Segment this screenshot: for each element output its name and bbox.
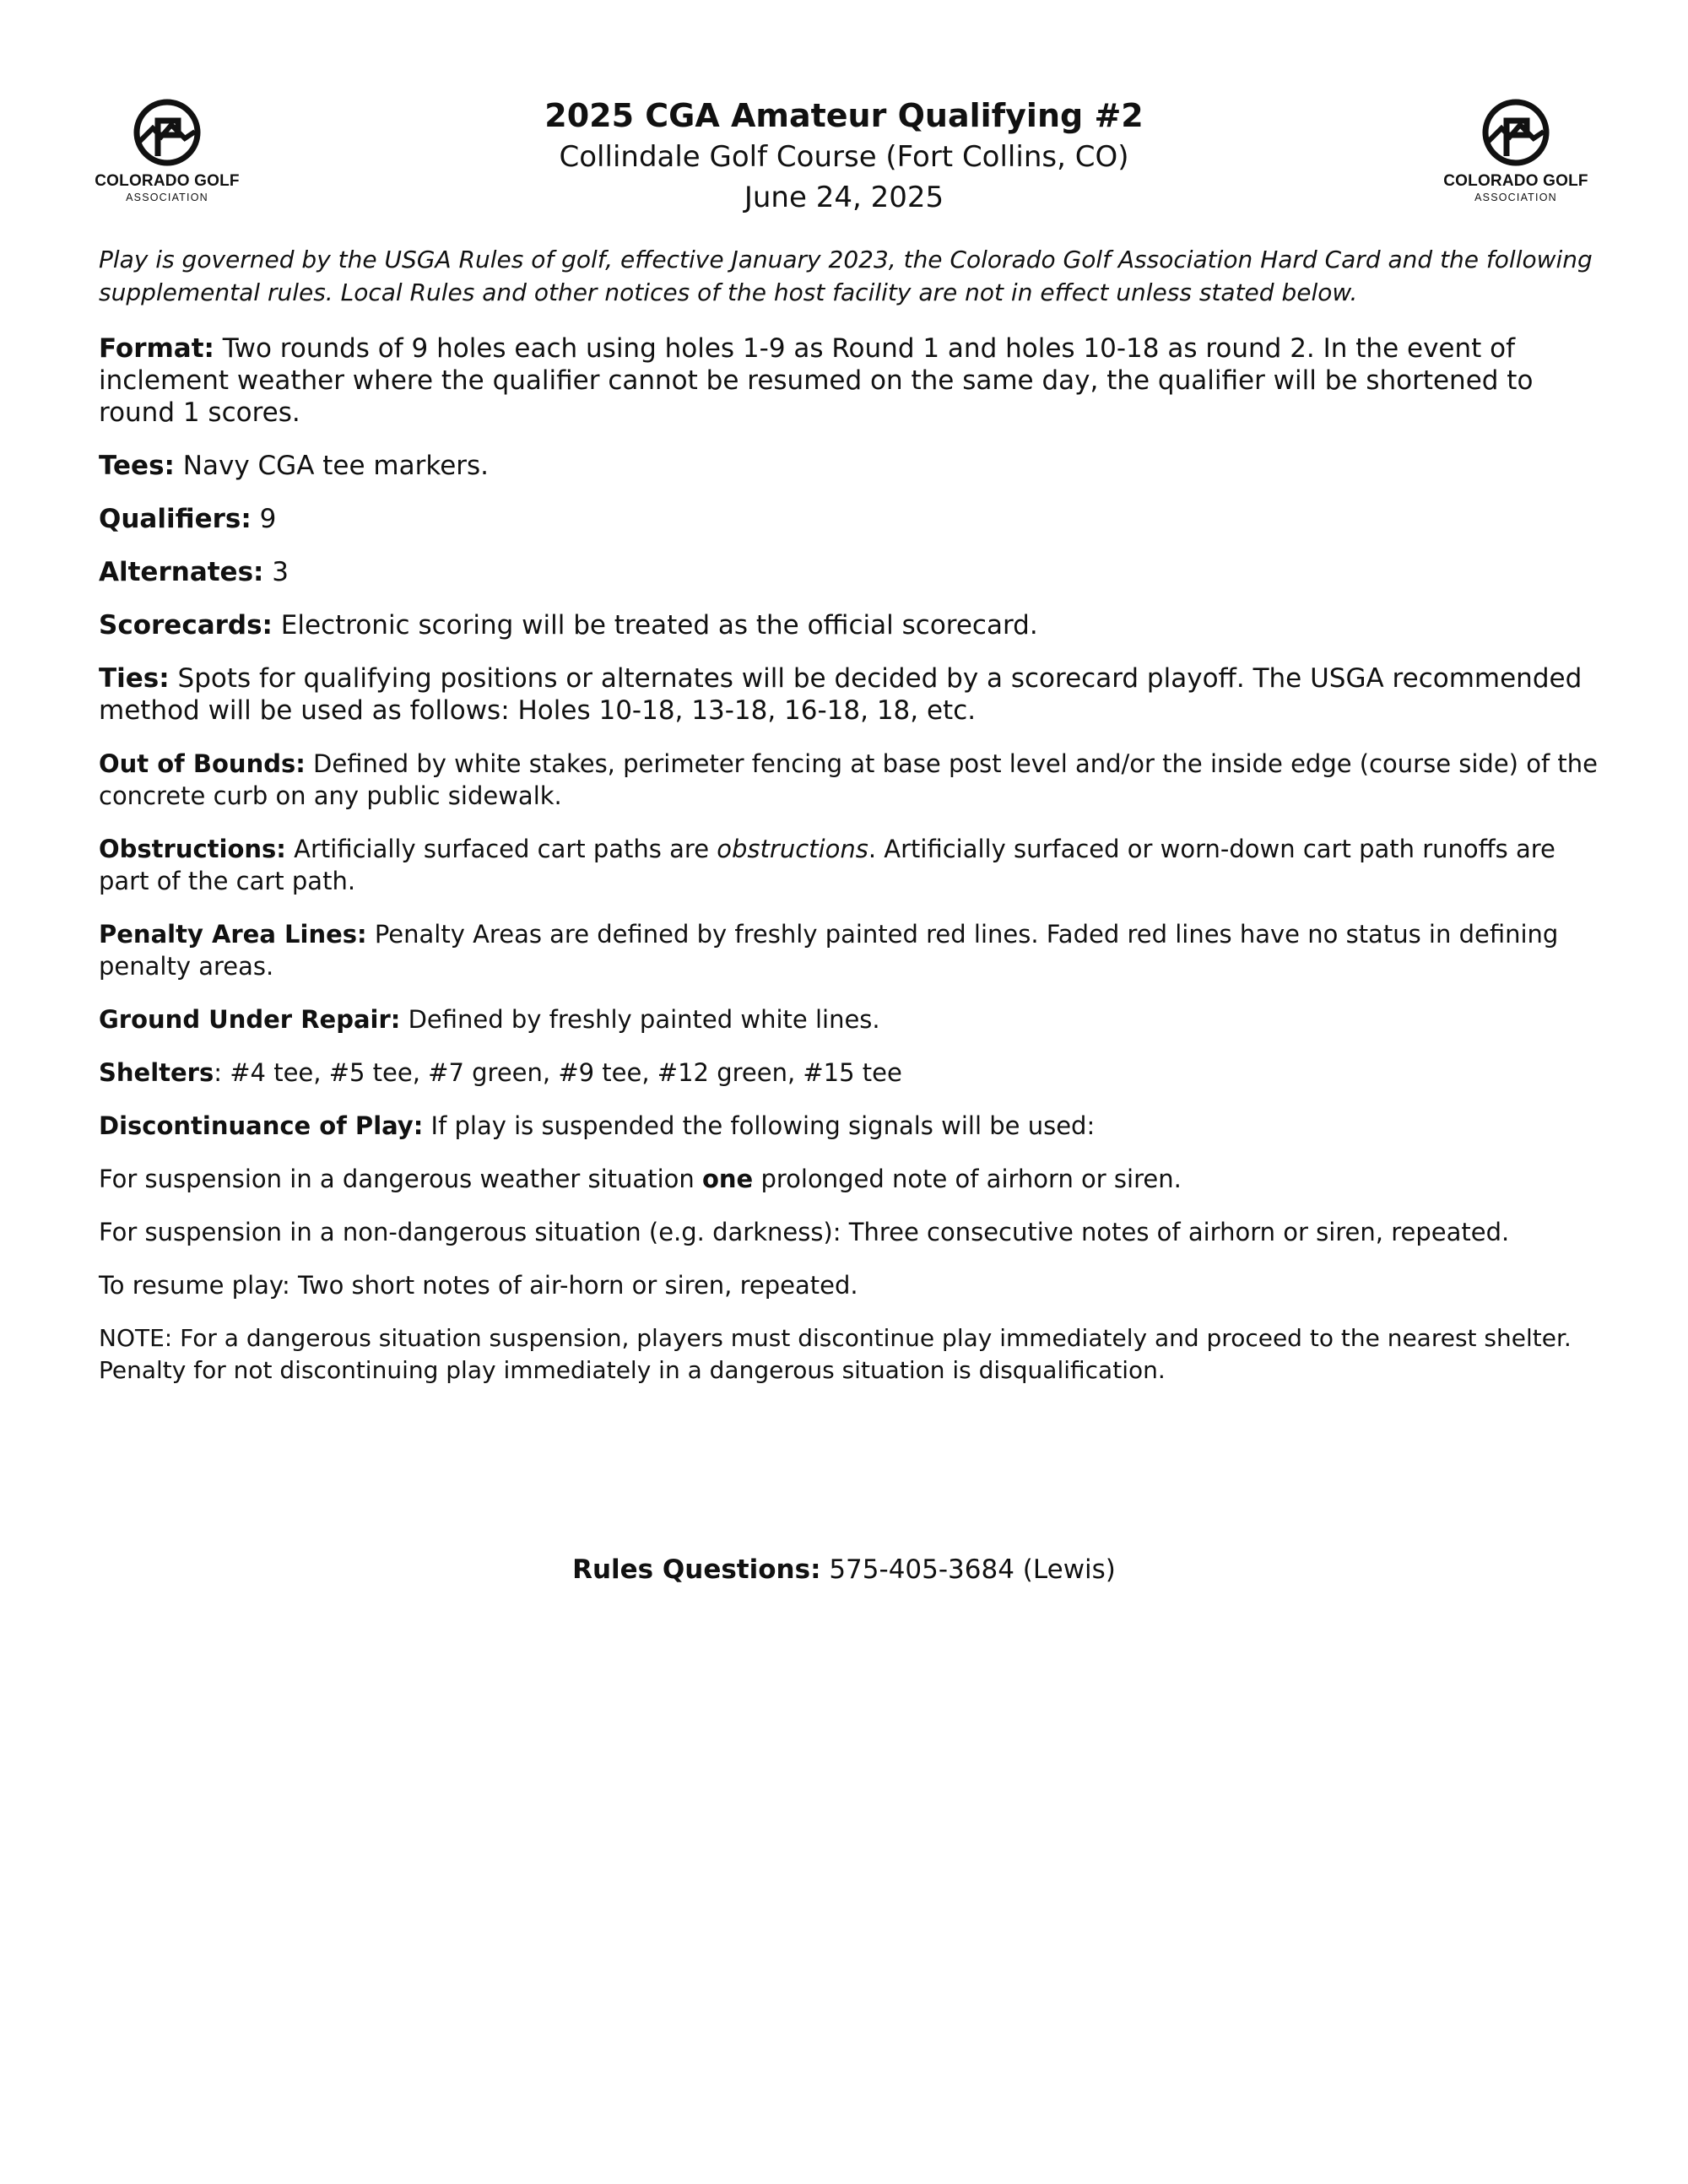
rule-qualifiers xyxy=(99,503,1610,535)
signal-non-dangerous: For suspension in a non-dangerous situation (e.g. darkness): Three consecutive notes of airhorn or siren, repeated. xyxy=(99,1218,1510,1246)
rule-text-bold: one xyxy=(701,1165,754,1193)
rule-label: Penalty Area Lines: xyxy=(99,920,367,949)
logo-sub: ASSOCIATION xyxy=(126,192,208,203)
mountain-logo-icon xyxy=(133,98,202,167)
rule-ground-under-repair xyxy=(99,1003,1610,1035)
rule-text: 3 xyxy=(263,557,289,587)
rule-text: . Artificially surfaced or worn-down cart path runoffs are part of the cart path. xyxy=(99,835,1555,895)
rule-label: Ground Under Repair: xyxy=(99,1005,401,1034)
rule-text: 9 xyxy=(251,504,277,534)
rule-label: Format: xyxy=(99,333,214,364)
rule-text: Spots for qualifying positions or alternates will be decided by a scorecard playoff. The USGA recommended method will be used as follows: Holes 10-18, 13-18, 16-18, 18, etc. xyxy=(99,663,1582,726)
course-name: Collindale Golf Course (Fort Collins, CO) xyxy=(559,140,1129,174)
page-header xyxy=(422,95,1266,218)
questions-label: Rules Questions: xyxy=(572,1554,821,1585)
event-date: June 24, 2025 xyxy=(744,181,944,214)
rule-label: Qualifiers: xyxy=(99,504,252,534)
rule-scorecards xyxy=(99,609,1610,641)
rule-penalty-area-lines xyxy=(99,918,1610,982)
rule-label: Alternates: xyxy=(99,557,264,587)
logo-name: COLORADO GOLF xyxy=(95,172,240,190)
rule-text: Artificially surfaced cart paths are xyxy=(285,835,717,863)
rule-text: Electronic scoring will be treated as the official scorecard. xyxy=(272,610,1038,641)
rule-label: Scorecards: xyxy=(99,610,273,641)
rule-text-emphasis: obstructions xyxy=(717,835,868,863)
rule-label: Out of Bounds: xyxy=(99,749,306,778)
mountain-logo-icon xyxy=(1481,98,1550,167)
rule-format xyxy=(99,332,1610,429)
rule-text: If play is suspended the following signals will be used: xyxy=(423,1111,1096,1140)
rules-list xyxy=(99,332,1610,1408)
rule-label: Ties: xyxy=(99,663,170,694)
cga-logo-right xyxy=(1440,98,1592,203)
rule-text: Navy CGA tee markers. xyxy=(174,451,490,481)
logo-name: COLORADO GOLF xyxy=(1443,172,1588,190)
rule-label: Tees: xyxy=(99,451,175,481)
rule-text: Defined by white stakes, perimeter fencing at base post level and/or the inside edge (course side) of the concrete curb on any public sidewalk. xyxy=(99,749,1598,810)
rule-shelters xyxy=(99,1057,1610,1089)
rule-ties xyxy=(99,662,1610,727)
rules-questions xyxy=(0,1553,1688,1587)
rule-tees xyxy=(99,450,1610,482)
rule-text: : #4 tee, #5 tee, #7 green, #9 tee, #12 green, #15 tee xyxy=(214,1058,902,1087)
signal-dangerous xyxy=(99,1163,1610,1195)
rule-alternates xyxy=(99,556,1610,588)
signal-resume: To resume play: Two short notes of air-horn or siren, repeated. xyxy=(99,1271,858,1300)
rule-out-of-bounds xyxy=(99,748,1610,812)
rule-label: Discontinuance of Play: xyxy=(99,1111,424,1140)
intro-paragraph: Play is governed by the USGA Rules of golf, effective January 2023, the Colorado Golf Association Hard Card and the following supplemental rules. Local Rules and other notices of the host facility are not in effect unless stated below. xyxy=(99,246,1593,306)
rule-label: Shelters xyxy=(99,1058,214,1087)
rule-text: For suspension in a dangerous weather situation xyxy=(99,1165,702,1193)
rule-text: Two rounds of 9 holes each using holes 1-9 as Round 1 and holes 10-18 as round 2. In the event of inclement weather where the qualifier cannot be resumed on the same day, the qualifier will be shortened to round 1 scores. xyxy=(99,333,1534,428)
cga-logo-left xyxy=(91,98,243,203)
note-paragraph: NOTE: For a dangerous situation suspension, players must discontinue play immediately and proceed to the nearest shelter. Penalty for not discontinuing play immediately in a dangerous situation is disqualification. xyxy=(99,1324,1572,1384)
rule-text: prolonged note of airhorn or siren. xyxy=(753,1165,1182,1193)
logo-sub: ASSOCIATION xyxy=(1474,192,1557,203)
rule-discontinuance xyxy=(99,1110,1610,1142)
rule-label: Obstructions: xyxy=(99,835,286,863)
rule-text: Defined by freshly painted white lines. xyxy=(400,1005,880,1034)
rule-obstructions xyxy=(99,833,1610,897)
page-title: 2025 CGA Amateur Qualifying #2 xyxy=(544,97,1144,134)
questions-phone: 575-405-3684 (Lewis) xyxy=(820,1554,1116,1585)
rule-text: Penalty Areas are defined by freshly painted red lines. Faded red lines have no status in defining penalty areas. xyxy=(99,920,1559,981)
